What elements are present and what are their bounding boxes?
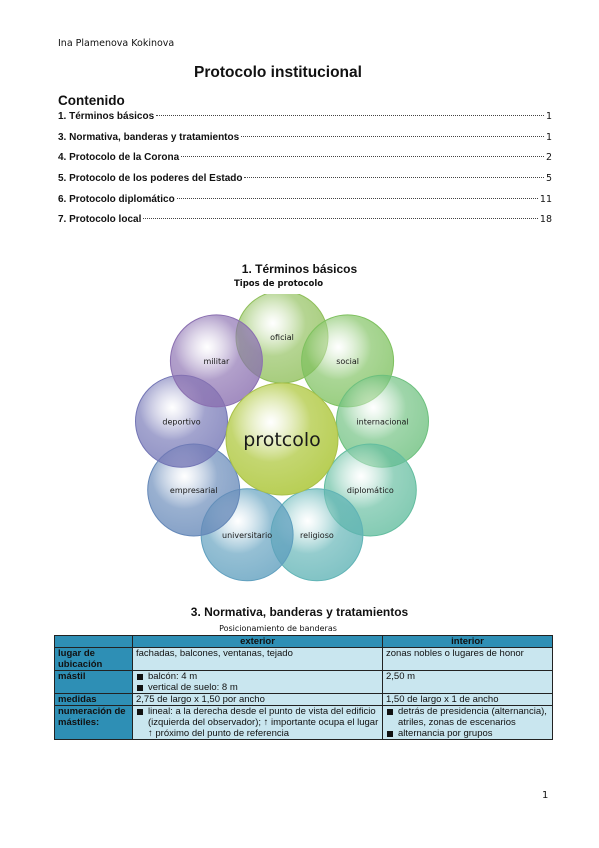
list-item-text: balcón: 4 m (148, 671, 198, 682)
table-cell: zonas nobles o lugares de honor (383, 648, 553, 671)
diagram-petal-label: diplomático (346, 486, 394, 495)
toc-entry-page: 18 (539, 214, 552, 226)
diagram-petal-label: oficial (270, 333, 294, 342)
list-item (136, 671, 379, 682)
column-header-exterior: exterior (133, 636, 383, 648)
toc-entry-page: 1 (545, 131, 552, 143)
list-item-text: lineal: a la derecha desde el punto de vista del edificio (izquierda del observador); ↑ importante ocupa el lugar ↑ próximo del punto de referencia (148, 706, 379, 739)
diagram-petal-label: religioso (300, 530, 334, 540)
header-author: Ina Plamenova Kokinova (58, 38, 175, 49)
table-corner-cell (55, 636, 133, 648)
toc-entry-page: 5 (545, 173, 552, 185)
toc-leader-dots (181, 156, 544, 157)
table-row (55, 648, 553, 671)
toc-entry[interactable] (58, 214, 552, 235)
toc-leader-dots (143, 218, 538, 219)
square-bullet-icon (137, 709, 143, 715)
table-row (55, 706, 553, 740)
diagram-petal-label: social (336, 356, 360, 366)
toc-entry-label: 3. Normativa, banderas y tratamientos (58, 131, 240, 143)
list-item-text: detrás de presidencia (alternancia), atriles, zonas de escenarios (398, 706, 547, 728)
list-item (386, 706, 549, 728)
toc-entry-label: 6. Protocolo diplomático (58, 193, 175, 205)
list-item (136, 706, 379, 739)
square-bullet-icon (137, 685, 143, 691)
toc-entry-label: 4. Protocolo de la Corona (58, 152, 180, 164)
diagram-petal-label: internacional (356, 417, 409, 427)
toc-entry-label: 5. Protocolo de los poderes del Estado (58, 173, 243, 185)
toc-leader-dots (156, 115, 544, 116)
toc-entry[interactable] (58, 173, 552, 194)
list-item-text: vertical de suelo: 8 m (148, 682, 238, 693)
list-item (386, 728, 549, 739)
table-row (55, 671, 553, 694)
table-header-row (55, 636, 553, 648)
square-bullet-icon (387, 709, 393, 715)
toc-entry-label: 1. Términos básicos (58, 111, 155, 122)
section-heading-normativa: 3. Normativa, banderas y tratamientos (190, 605, 409, 619)
toc-entry-page: 2 (545, 152, 552, 164)
table-cell: 2,50 m (383, 671, 553, 694)
table-caption: Posicionamiento de banderas (219, 624, 337, 633)
toc-entry-page: 11 (539, 193, 552, 205)
row-header-mastil: mástil (55, 671, 133, 694)
diagram-petal-label: militar (203, 356, 230, 366)
toc-entry[interactable] (58, 152, 552, 173)
toc-leader-dots (241, 136, 544, 137)
table-cell (133, 671, 383, 694)
diagram-petal-label: empresarial (169, 486, 218, 495)
table-cell (133, 706, 383, 740)
toc-leader-dots (244, 177, 543, 178)
row-header-medidas: medidas (55, 694, 133, 706)
table-cell (383, 706, 553, 740)
row-header-numeracion: numeración de mástiles: (55, 706, 133, 740)
toc-entry[interactable] (58, 111, 552, 132)
toc-entry[interactable] (58, 132, 552, 153)
list-item-text: alternancia por grupos (398, 728, 493, 739)
table-of-contents (58, 111, 552, 235)
protocol-types-diagram (130, 294, 450, 584)
toc-heading: Contenido (58, 93, 125, 108)
list-item (136, 682, 379, 693)
row-header-lugar: lugar de ubicación (55, 648, 133, 671)
diagram-petal-label: deportivo (162, 417, 201, 427)
toc-entry[interactable] (58, 194, 552, 215)
diagram-caption: Tipos de protocolo (234, 279, 324, 289)
diagram-petal-label: universitario (222, 530, 273, 540)
table-cell: 1,50 de largo x 1 de ancho (383, 694, 553, 706)
diagram-center-label: protcolo (243, 429, 321, 451)
document-title: Protocolo institucional (194, 64, 362, 81)
toc-leader-dots (177, 198, 538, 199)
table-row (55, 694, 553, 706)
toc-entry-page: 1 (545, 111, 552, 122)
square-bullet-icon (387, 731, 393, 737)
toc-entry-label: 7. Protocolo local (58, 214, 142, 226)
table-cell: 2,75 de largo x 1,50 por ancho (133, 694, 383, 706)
flag-positioning-table (54, 635, 553, 740)
square-bullet-icon (137, 674, 143, 680)
page-number: 1 (542, 790, 549, 801)
column-header-interior: interior (383, 636, 553, 648)
table-cell: fachadas, balcones, ventanas, tejado (133, 648, 383, 671)
section-heading-terminos: 1. Términos básicos (241, 262, 358, 276)
